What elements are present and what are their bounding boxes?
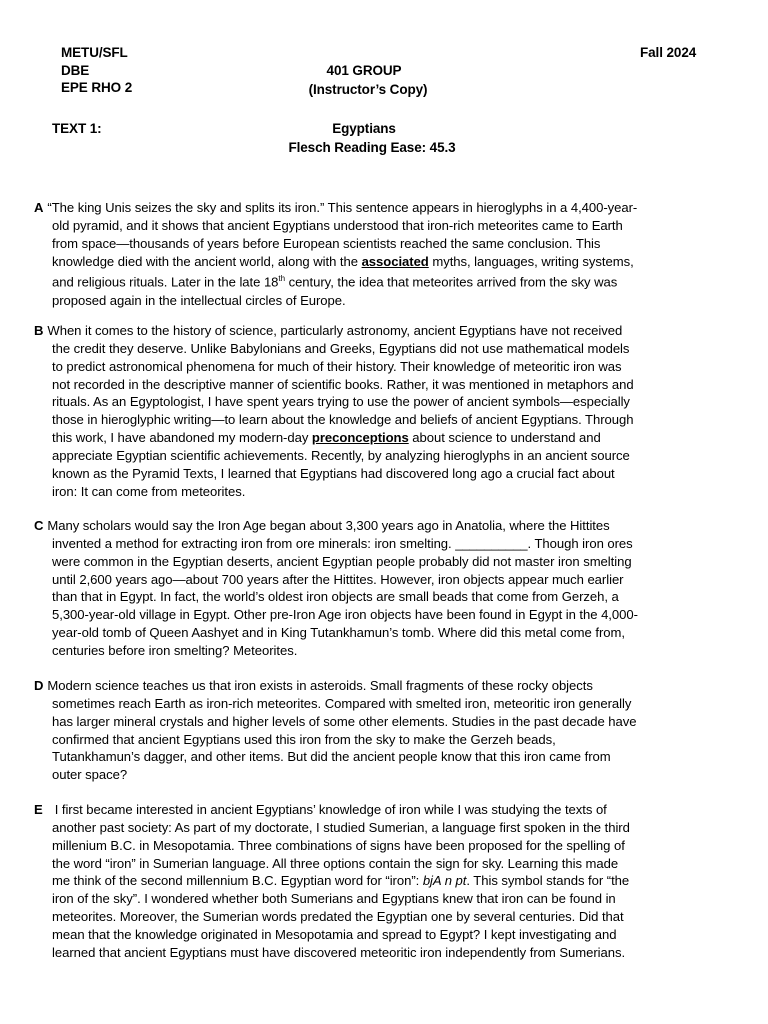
paragraph-text: . This symbol stands for “the: [466, 873, 630, 889]
paragraph-line: [34, 429, 702, 447]
paragraph-line: outer space?: [52, 767, 128, 783]
paragraph-text: When it comes to the history of science, particularly astronomy, ancient Egyptians have not received: [47, 323, 623, 338]
paragraph-text: and religious rituals. Later in the late 18: [52, 274, 279, 290]
paragraph-line: 5,300-year-old village in Egypt. Other pre-Iron Age iron objects have been found in Egypt in the 4,000-: [52, 607, 638, 623]
dept-label: DBE: [61, 63, 90, 78]
paragraph-letter: E: [34, 802, 43, 817]
paragraph-line: sometimes reach Earth as iron-rich meteorites. Compared with smelted iron, meteoritic iron generally: [52, 695, 632, 711]
paragraph-letter: D: [34, 678, 44, 693]
paragraph-line: [34, 677, 702, 695]
paragraph-line: millenium B.C. in Mesopotamia. Three combinations of signs have been proposed for the spelling of: [52, 837, 625, 853]
keyword-preconceptions: preconceptions: [311, 430, 409, 446]
paragraph-line: old pyramid, and it shows that ancient Egyptians understood that iron-rich meteorites came to Earth: [52, 217, 623, 233]
paragraph-line: mean that the knowledge originated in Mesopotamia and spread to Egypt? I kept investigating and: [52, 926, 617, 942]
paragraph-line: to predict astronomical phenomena for much of their history. Their knowledge of meteoritic iron was: [52, 358, 622, 374]
org-label: METU/SFL: [61, 45, 128, 60]
paragraph-letter: A: [34, 200, 44, 215]
group-label: 401 GROUP: [326, 63, 402, 78]
paragraph-line: [34, 322, 702, 340]
paragraph-letter: C: [34, 518, 44, 533]
paragraph-text: I first became interested in ancient Egyptians’ knowledge of iron while I was studying the texts of: [54, 802, 607, 817]
paragraph-b: [34, 322, 702, 500]
text-title: Egyptians: [332, 121, 396, 136]
paragraph-line: not recorded in the descriptive manner of scientific books. Rather, it was mentioned in metaphors and: [52, 376, 634, 392]
paragraph-text: this work, I have abandoned my modern-day: [52, 430, 312, 446]
paragraph-line: [34, 872, 702, 890]
paragraph-line: the credit they deserve. Unlike Babylonians and Greeks, Egyptians did not use mathematical models: [52, 340, 630, 356]
paragraph-line: from space—thousands of years before European scientists reached the same conclusion. This: [52, 235, 601, 251]
paragraph-line: has larger mineral crystals and higher levels of some other elements. Studies in the past decade have: [52, 713, 637, 729]
paragraph-line: proposed again in the intellectual circles of Europe.: [52, 292, 346, 308]
egyptian-word-italic: bjA n pt: [422, 873, 467, 889]
paragraph-line: [34, 517, 702, 535]
paragraph-line: year-old tomb of Queen Aashyet and in King Tutankhamun’s tomb. Where did this metal come from,: [52, 625, 625, 641]
paragraph-line: [34, 801, 702, 819]
course-label: EPE RHO 2: [61, 80, 133, 95]
paragraph-line: meteorites. Moreover, the Sumerian words predated the Egyptian one by several centuries. Did that: [52, 909, 624, 925]
paragraph-letter: B: [34, 323, 44, 338]
paragraph-line: [34, 270, 702, 291]
paragraph-line: Tutankhamun’s dagger, and other items. But did the ancient people know that this iron came from: [52, 749, 611, 765]
paragraph-text: Modern science teaches us that iron exists in asteroids. Small fragments of these rocky objects: [47, 678, 593, 693]
paragraph-c: [34, 517, 702, 660]
term-label: Fall 2024: [640, 45, 697, 60]
paragraph-line: than that in Egypt. In fact, the world’s oldest iron objects are small beads that come from Gerzeh, a: [52, 589, 619, 605]
keyword-associated: associated: [361, 253, 429, 269]
paragraph-text: knowledge died with the ancient world, along with the: [52, 253, 362, 269]
paragraph-line: [34, 253, 702, 271]
paragraph-e: [34, 801, 702, 962]
paragraph-text: about science to understand and: [408, 430, 601, 446]
paragraph-line: iron: It can come from meteorites.: [52, 483, 246, 499]
paragraph-line: another past society: As part of my doctorate, I studied Sumerian, a language first spoken in the third: [52, 819, 630, 835]
paragraph-text: Many scholars would say the Iron Age began about 3,300 years ago in Anatolia, where the Hittites: [47, 518, 610, 533]
paragraph-d: [34, 677, 702, 784]
paragraph-line: invented a method for extracting iron from ore minerals: iron smelting. __________. Though iron ores: [52, 535, 633, 551]
paragraph-text: me think of the second millennium B.C. Egyptian word for “iron”:: [52, 873, 423, 889]
readability-score: Flesch Reading Ease: 45.3: [288, 140, 456, 155]
paragraph-line: rituals. As an Egyptologist, I have spent years trying to use the power of ancient symbols—especially: [52, 394, 630, 410]
paragraph-line: those in hieroglyphic writing—to learn about the knowledge and beliefs of ancient Egyptians. Through: [52, 412, 634, 428]
paragraph-line: learned that ancient Egyptians must have discovered meteoritic iron independently from Sumerians.: [52, 944, 626, 960]
paragraph-line: until 2,600 years ago—about 700 years after the Hittites. However, iron objects appear much earlier: [52, 571, 624, 587]
paragraph-line: appreciate Egyptian scientific achievements. Recently, by analyzing hieroglyphs in an ancient source: [52, 447, 630, 463]
paragraph-line: the word “iron” in Sumerian language. All three options contain the sign for sky. Learning this made: [52, 855, 619, 871]
paragraph-line: centuries before iron smelting? Meteorites.: [52, 642, 298, 658]
text-number-label: TEXT 1:: [52, 121, 102, 136]
paragraph-text: myths, languages, writing systems,: [428, 253, 634, 269]
paragraph-line: known as the Pyramid Texts, I learned that Egyptians had discovered long ago a crucial fact about: [52, 465, 615, 481]
paragraph-line: iron of the sky”. I wondered whether both Sumerians and Egyptians knew that iron can be found in: [52, 891, 616, 907]
superscript: th: [278, 274, 285, 284]
paragraph-a: [34, 199, 702, 309]
paragraph-line: [34, 199, 702, 217]
paragraph-text: century, the idea that meteorites arrived from the sky was: [284, 274, 618, 290]
paragraph-text: “The king Unis seizes the sky and splits its iron.” This sentence appears in hieroglyphs in a 4,400-year-: [47, 200, 638, 215]
paragraph-line: confirmed that ancient Egyptians used this iron from the sky to make the Gerzeh beads,: [52, 731, 556, 747]
paragraph-line: were common in the Egyptian deserts, ancient Egyptian people probably did not master iron smelting: [52, 553, 632, 569]
copy-label: (Instructor’s Copy): [308, 82, 428, 97]
